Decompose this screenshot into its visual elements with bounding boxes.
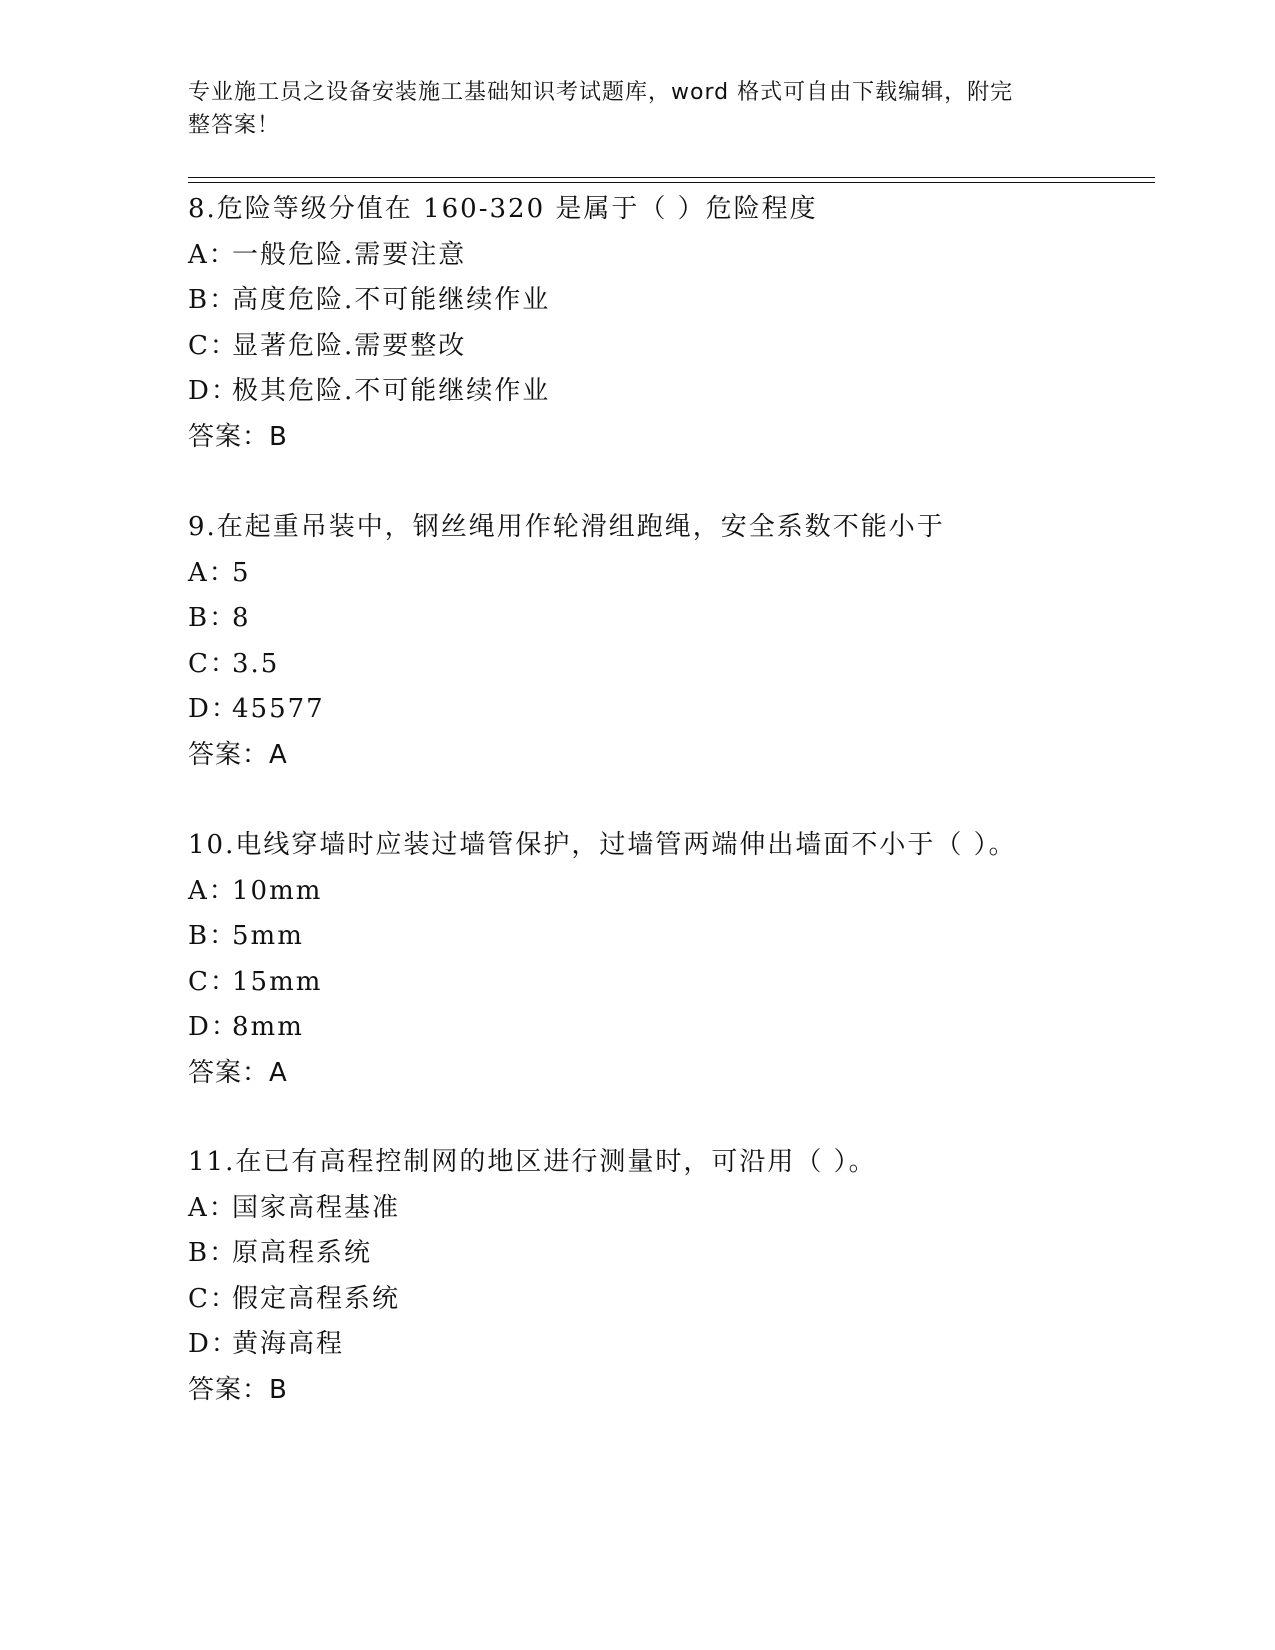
option-text: 显著危险.需要整改: [232, 330, 467, 361]
option-b: [188, 596, 1148, 642]
option-text: 假定高程系统: [232, 1283, 401, 1314]
question-9: [188, 505, 1148, 779]
option-c: [188, 960, 1148, 1006]
option-key: B：: [188, 603, 238, 634]
option-b: [188, 278, 1148, 324]
option-text: 一般危险.需要注意: [232, 239, 467, 270]
option-key: B：: [188, 921, 238, 952]
option-text: 8mm: [232, 1012, 304, 1043]
option-text: 5mm: [232, 921, 304, 952]
answer-line: 答案：B: [188, 1374, 288, 1405]
option-a: [188, 1186, 1148, 1232]
option-c: [188, 1277, 1148, 1323]
question-stem: 10.电线穿墙时应装过墙管保护，过墙管两端伸出墙面不小于（ ）。: [188, 830, 1017, 860]
option-key: D：: [188, 376, 239, 407]
option-text: 8: [232, 603, 251, 634]
option-key: A：: [188, 875, 237, 906]
option-key: C：: [188, 648, 238, 679]
option-text: 3.5: [232, 648, 280, 679]
option-key: C：: [188, 330, 238, 361]
option-key: D：: [188, 1329, 239, 1360]
option-text: 高度危险.不可能继续作业: [232, 285, 551, 316]
question-8: [188, 187, 1148, 461]
option-c: [188, 324, 1148, 370]
option-b: [188, 1231, 1148, 1277]
option-a: [188, 233, 1148, 279]
document-header: [188, 76, 1078, 142]
question-10: [188, 823, 1148, 1097]
option-text: 黄海高程: [232, 1329, 345, 1360]
question-stem: 8.危险等级分值在 160-320 是属于（ ）危险程度: [188, 194, 818, 224]
header-divider-top: [188, 177, 1155, 178]
option-a: [188, 869, 1148, 915]
option-key: A：: [188, 239, 237, 270]
answer-line: 答案：A: [188, 1057, 288, 1088]
option-key: D：: [188, 694, 239, 725]
question-11: [188, 1140, 1148, 1414]
question-stem: 11.在已有高程控制网的地区进行测量时，可沿用（ ）。: [188, 1147, 877, 1177]
answer-line: 答案：B: [188, 421, 288, 452]
option-text: 极其危险.不可能继续作业: [232, 376, 551, 407]
option-d: [188, 687, 1148, 733]
option-key: A：: [188, 557, 237, 588]
option-a: [188, 551, 1148, 597]
option-text: 15mm: [232, 966, 323, 997]
option-text: 45577: [232, 694, 325, 725]
option-key: C：: [188, 966, 238, 997]
header-line-2: 整答案！: [188, 113, 281, 138]
option-b: [188, 914, 1148, 960]
question-stem: 9.在起重吊装中，钢丝绳用作轮滑组跑绳，安全系数不能小于: [188, 512, 945, 542]
option-key: A：: [188, 1192, 237, 1223]
option-d: [188, 1005, 1148, 1051]
option-key: C：: [188, 1283, 238, 1314]
answer-line: 答案：A: [188, 739, 288, 770]
option-key: B：: [188, 285, 238, 316]
option-text: 5: [232, 557, 251, 588]
option-text: 原高程系统: [232, 1238, 373, 1269]
option-text: 10mm: [232, 875, 323, 906]
header-divider-bottom: [188, 182, 1155, 183]
header-line-1: 专业施工员之设备安装施工基础知识考试题库，word 格式可自由下载编辑，附完: [188, 80, 1014, 105]
option-text: 国家高程基准: [232, 1192, 401, 1223]
option-key: B：: [188, 1238, 238, 1269]
option-d: [188, 369, 1148, 415]
option-d: [188, 1322, 1148, 1368]
option-key: D：: [188, 1012, 239, 1043]
option-c: [188, 642, 1148, 688]
